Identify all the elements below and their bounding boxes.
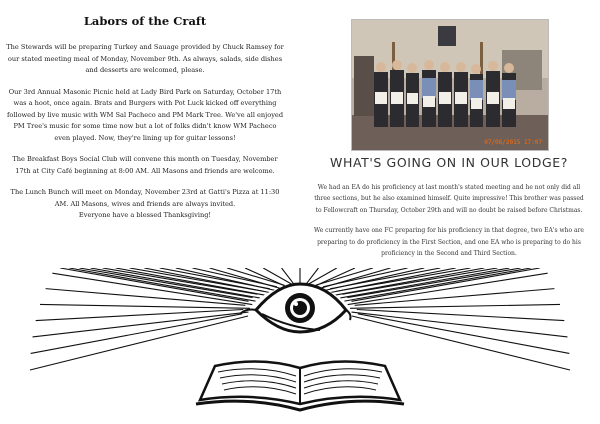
labors-of-the-craft-column	[6, 14, 284, 232]
lodge-section-body	[312, 182, 586, 268]
thanksgiving-line: Everyone have a blessed Thanksgiving!	[78, 211, 212, 220]
column-heading: Labors of the Craft	[83, 14, 207, 28]
eye-and-book-illustration	[20, 268, 580, 418]
ea-proficiency-paragraph: We had an EA do his proficiency at last month's stated meeting and he not only did all three sections, but he also examined himself. Quite impressive! This brother was passed to Fellowcraft on Thursday, October 29th and will no doubt be raised before Christmas.	[314, 184, 584, 214]
fc-preparing-paragraph: We currently have one FC preparing for his proficiency in that degree, two EA's who are preparing to do proficiency in the First Section, and one EA who is preparing to do his proficiency in the Second and Third Section.	[314, 227, 584, 257]
open-book-icon	[196, 361, 404, 410]
photo-timestamp: 07/06/2015 17:07	[484, 139, 542, 146]
breakfast-paragraph: The Breakfast Boys Social Club will convene this month on Tuesday, November 17th at City Café beginning at 8:00 AM. All Masons and friends are welcome.	[12, 155, 278, 175]
lodge-photo-illustration	[352, 20, 548, 150]
lodge-group-photo	[351, 19, 549, 151]
lodge-section-title: WHAT'S GOING ON IN OUR LODGE?	[330, 155, 568, 170]
lunch-paragraph: The Lunch Bunch will meet on Monday, November 23rd at Gatti's Pizza at 11:30 AM. All Masons, wives and friends are always invited.	[10, 188, 280, 208]
stewards-paragraph: The Stewards will be preparing Turkey and Sauage provided by Chuck Ramsey for our stated meeting meal of Monday, November 9th. As always, salads, side dishes and desserts are welcomed, please.	[6, 43, 284, 75]
picnic-paragraph: Our 3rd Annual Masonic Picnic held at Lady Bird Park on Saturday, October 17th was a hoot, once again. Brats and Burgers with Pot Luck kicked off everything followed by live music with WM Sal Pacheco and PM Mark Tree. We've all enjoyed PM Tree's music for some time now but a lot of folks didn't know WM Pacheco even played. Now, they're lining up for guitar lessons!	[6, 87, 284, 142]
